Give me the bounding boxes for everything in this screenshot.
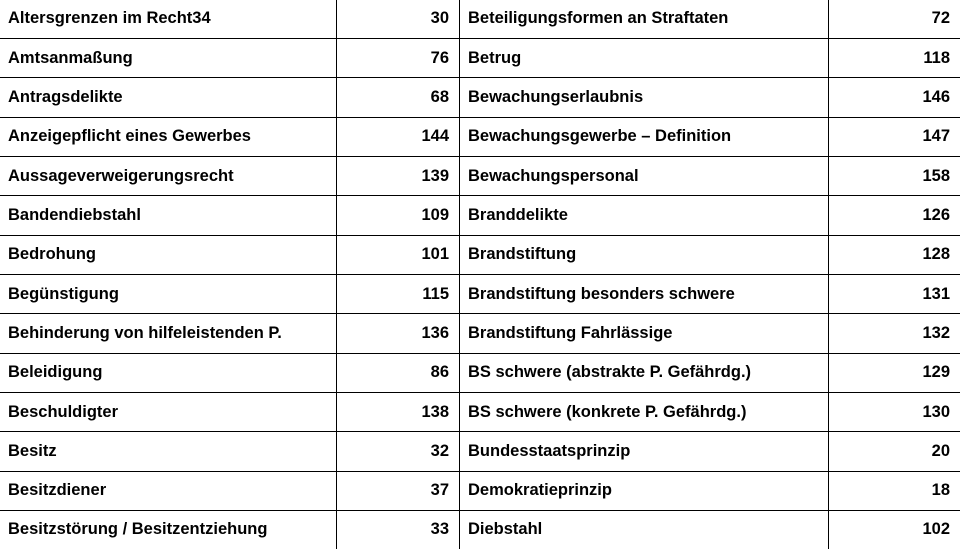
table-row <box>0 0 960 38</box>
entry-page-right: 20 <box>829 432 960 471</box>
entry-term-left: Begünstigung <box>0 274 337 313</box>
entry-page-left: 115 <box>337 274 460 313</box>
table-row <box>0 78 960 117</box>
entry-term-left: Amtsanmaßung <box>0 38 337 77</box>
entry-term-right: Beteiligungsformen an Straftaten <box>460 0 829 38</box>
entry-term-left: Beleidigung <box>0 353 337 392</box>
entry-term-right: Brandstiftung <box>460 235 829 274</box>
entry-term-left: Aussageverweigerungsrecht <box>0 156 337 195</box>
table-row <box>0 117 960 156</box>
entry-page-left: 32 <box>337 432 460 471</box>
entry-page-left: 37 <box>337 471 460 510</box>
entry-term-left: Besitzstörung / Besitzentziehung <box>0 510 337 549</box>
entry-term-right: BS schwere (abstrakte P. Gefährdg.) <box>460 353 829 392</box>
entry-term-right: Bewachungspersonal <box>460 156 829 195</box>
entry-page-right: 72 <box>829 0 960 38</box>
table-row <box>0 314 960 353</box>
entry-term-left: Anzeigepflicht eines Gewerbes <box>0 117 337 156</box>
table-row <box>0 156 960 195</box>
table-row <box>0 432 960 471</box>
entry-term-right: Brandstiftung Fahrlässige <box>460 314 829 353</box>
entry-page-right: 146 <box>829 78 960 117</box>
entry-page-right: 147 <box>829 117 960 156</box>
entry-page-right: 126 <box>829 196 960 235</box>
entry-page-right: 130 <box>829 392 960 431</box>
entry-page-right: 18 <box>829 471 960 510</box>
entry-page-left: 76 <box>337 38 460 77</box>
entry-term-right: Bundesstaatsprinzip <box>460 432 829 471</box>
table-row <box>0 392 960 431</box>
table-row <box>0 196 960 235</box>
entry-term-left: Besitzdiener <box>0 471 337 510</box>
entry-page-right: 128 <box>829 235 960 274</box>
entry-term-right: Branddelikte <box>460 196 829 235</box>
entry-term-right: Bewachungserlaubnis <box>460 78 829 117</box>
entry-term-left: Bandendiebstahl <box>0 196 337 235</box>
table-row <box>0 235 960 274</box>
entry-page-right: 129 <box>829 353 960 392</box>
table-row <box>0 510 960 549</box>
entry-page-left: 33 <box>337 510 460 549</box>
entry-term-left: Behinderung von hilfeleistenden P. <box>0 314 337 353</box>
entry-term-right: Demokratieprinzip <box>460 471 829 510</box>
entry-term-right: Diebstahl <box>460 510 829 549</box>
entry-page-left: 109 <box>337 196 460 235</box>
entry-page-left: 136 <box>337 314 460 353</box>
entry-page-left: 30 <box>337 0 460 38</box>
entry-page-right: 158 <box>829 156 960 195</box>
entry-page-left: 138 <box>337 392 460 431</box>
entry-term-left: Beschuldigter <box>0 392 337 431</box>
entry-term-right: BS schwere (konkrete P. Gefährdg.) <box>460 392 829 431</box>
entry-page-right: 132 <box>829 314 960 353</box>
entry-page-left: 101 <box>337 235 460 274</box>
entry-term-right: Bewachungsgewerbe – Definition <box>460 117 829 156</box>
table-row <box>0 274 960 313</box>
entry-page-right: 131 <box>829 274 960 313</box>
entry-page-left: 144 <box>337 117 460 156</box>
entry-page-left: 86 <box>337 353 460 392</box>
entry-page-right: 118 <box>829 38 960 77</box>
entry-page-right: 102 <box>829 510 960 549</box>
entry-term-left: Altersgrenzen im Recht34 <box>0 0 337 38</box>
entry-term-left: Antragsdelikte <box>0 78 337 117</box>
table-row <box>0 38 960 77</box>
entry-term-left: Besitz <box>0 432 337 471</box>
entry-term-right: Brandstiftung besonders schwere <box>460 274 829 313</box>
entry-page-left: 68 <box>337 78 460 117</box>
entry-page-left: 139 <box>337 156 460 195</box>
entry-term-right: Betrug <box>460 38 829 77</box>
table-row <box>0 353 960 392</box>
table-row <box>0 471 960 510</box>
entry-term-left: Bedrohung <box>0 235 337 274</box>
